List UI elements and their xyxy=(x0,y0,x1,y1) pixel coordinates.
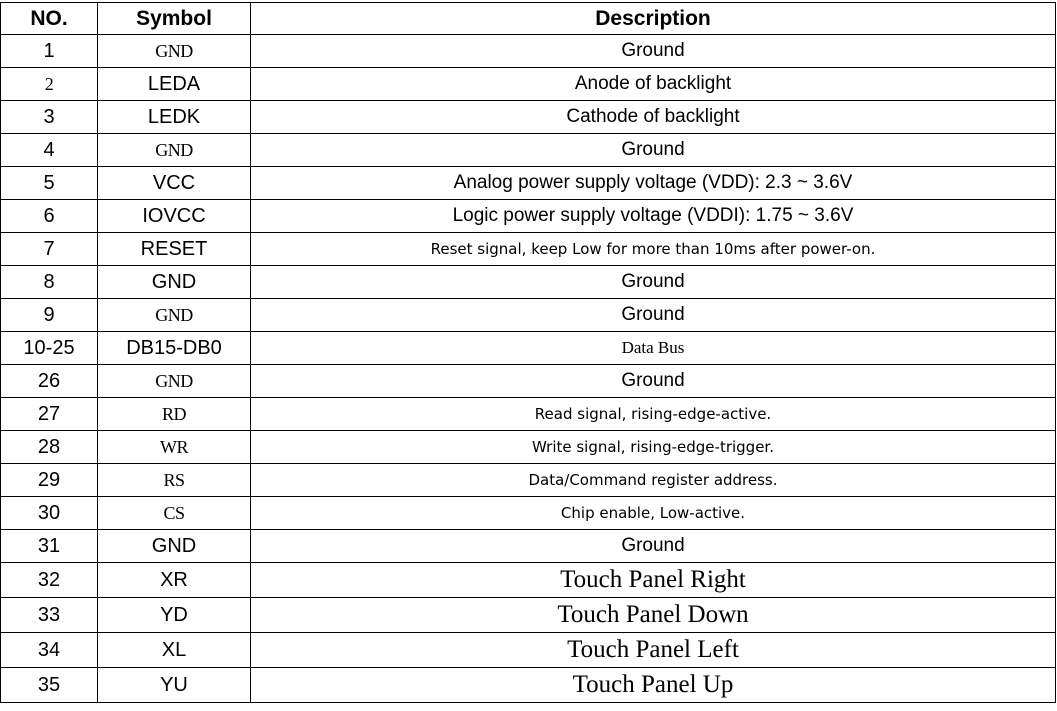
pin-number-cell: 7 xyxy=(1,233,98,266)
pin-number-cell: 31 xyxy=(1,530,98,563)
pin-description-cell: Logic power supply voltage (VDDI): 1.75 ~ 3.6V xyxy=(251,200,1056,233)
header-symbol: Symbol xyxy=(98,3,251,35)
pin-description-cell: Ground xyxy=(251,530,1056,563)
table-row xyxy=(1,101,1056,134)
pin-number-cell: 6 xyxy=(1,200,98,233)
pin-description-cell: Ground xyxy=(251,134,1056,167)
pin-symbol-cell: GND xyxy=(98,530,251,563)
pin-symbol-cell: GND xyxy=(98,134,251,167)
header-row xyxy=(1,3,1056,35)
pin-number-cell: 1 xyxy=(1,35,98,68)
pin-description-cell: Touch Panel Left xyxy=(251,633,1056,668)
pin-number-cell: 4 xyxy=(1,134,98,167)
pin-description-cell: Read signal, rising-edge-active. xyxy=(251,398,1056,431)
table-row xyxy=(1,134,1056,167)
pin-symbol-cell: GND xyxy=(98,35,251,68)
pin-symbol-cell: YD xyxy=(98,598,251,633)
pin-description-cell: Ground xyxy=(251,266,1056,299)
pin-number-cell: 3 xyxy=(1,101,98,134)
pin-symbol-cell: GND xyxy=(98,266,251,299)
pin-symbol-cell: RS xyxy=(98,464,251,497)
pin-description-cell: Analog power supply voltage (VDD): 2.3 ~ 3.6V xyxy=(251,167,1056,200)
pin-number-cell: 35 xyxy=(1,668,98,703)
pin-number-cell: 5 xyxy=(1,167,98,200)
pin-symbol-cell: GND xyxy=(98,365,251,398)
table-row xyxy=(1,35,1056,68)
pin-description-cell: Touch Panel Right xyxy=(251,563,1056,598)
pin-symbol-cell: LEDK xyxy=(98,101,251,134)
header-no: NO. xyxy=(1,3,98,35)
pin-number-cell: 33 xyxy=(1,598,98,633)
table-row xyxy=(1,299,1056,332)
pin-number-cell: 34 xyxy=(1,633,98,668)
pin-description-cell: Anode of backlight xyxy=(251,68,1056,101)
pin-symbol-cell: XR xyxy=(98,563,251,598)
table-row xyxy=(1,530,1056,563)
table-row xyxy=(1,233,1056,266)
pin-description-cell: Chip enable, Low-active. xyxy=(251,497,1056,530)
pin-description-cell: Ground xyxy=(251,365,1056,398)
pin-symbol-cell: RD xyxy=(98,398,251,431)
pin-symbol-cell: DB15-DB0 xyxy=(98,332,251,365)
pin-symbol-cell: WR xyxy=(98,431,251,464)
table-row xyxy=(1,266,1056,299)
pin-description-cell: Touch Panel Down xyxy=(251,598,1056,633)
pin-number-cell: 32 xyxy=(1,563,98,598)
pin-number-cell: 26 xyxy=(1,365,98,398)
table-row xyxy=(1,563,1056,598)
header-description: Description xyxy=(251,3,1056,35)
pin-number-cell: 29 xyxy=(1,464,98,497)
pin-description-cell: Data Bus xyxy=(251,332,1056,365)
pin-symbol-cell: XL xyxy=(98,633,251,668)
table-row xyxy=(1,464,1056,497)
table-row xyxy=(1,332,1056,365)
table-row xyxy=(1,200,1056,233)
table-row xyxy=(1,398,1056,431)
pin-number-cell: 10-25 xyxy=(1,332,98,365)
pin-description-cell: Reset signal, keep Low for more than 10ms after power-on. xyxy=(251,233,1056,266)
table-row xyxy=(1,167,1056,200)
pin-symbol-cell: RESET xyxy=(98,233,251,266)
pin-number-cell: 28 xyxy=(1,431,98,464)
pin-symbol-cell: GND xyxy=(98,299,251,332)
pin-symbol-cell: YU xyxy=(98,668,251,703)
pin-number-cell: 27 xyxy=(1,398,98,431)
table-row xyxy=(1,68,1056,101)
pin-symbol-cell: CS xyxy=(98,497,251,530)
pin-description-cell: Ground xyxy=(251,35,1056,68)
pin-description-cell: Write signal, rising-edge-trigger. xyxy=(251,431,1056,464)
pin-description-cell: Cathode of backlight xyxy=(251,101,1056,134)
table-row xyxy=(1,497,1056,530)
table-row xyxy=(1,668,1056,703)
pin-number-cell: 2 xyxy=(1,68,98,101)
table-row xyxy=(1,365,1056,398)
pin-description-cell: Touch Panel Up xyxy=(251,668,1056,703)
pin-symbol-cell: LEDA xyxy=(98,68,251,101)
table-row xyxy=(1,633,1056,668)
pin-description-cell: Data/Command register address. xyxy=(251,464,1056,497)
pin-description-cell: Ground xyxy=(251,299,1056,332)
pin-table-body xyxy=(1,35,1056,703)
pin-symbol-cell: VCC xyxy=(98,167,251,200)
pin-number-cell: 30 xyxy=(1,497,98,530)
table-row xyxy=(1,431,1056,464)
pin-symbol-cell: IOVCC xyxy=(98,200,251,233)
pin-number-cell: 8 xyxy=(1,266,98,299)
pin-table xyxy=(0,2,1056,703)
table-row xyxy=(1,598,1056,633)
pin-number-cell: 9 xyxy=(1,299,98,332)
